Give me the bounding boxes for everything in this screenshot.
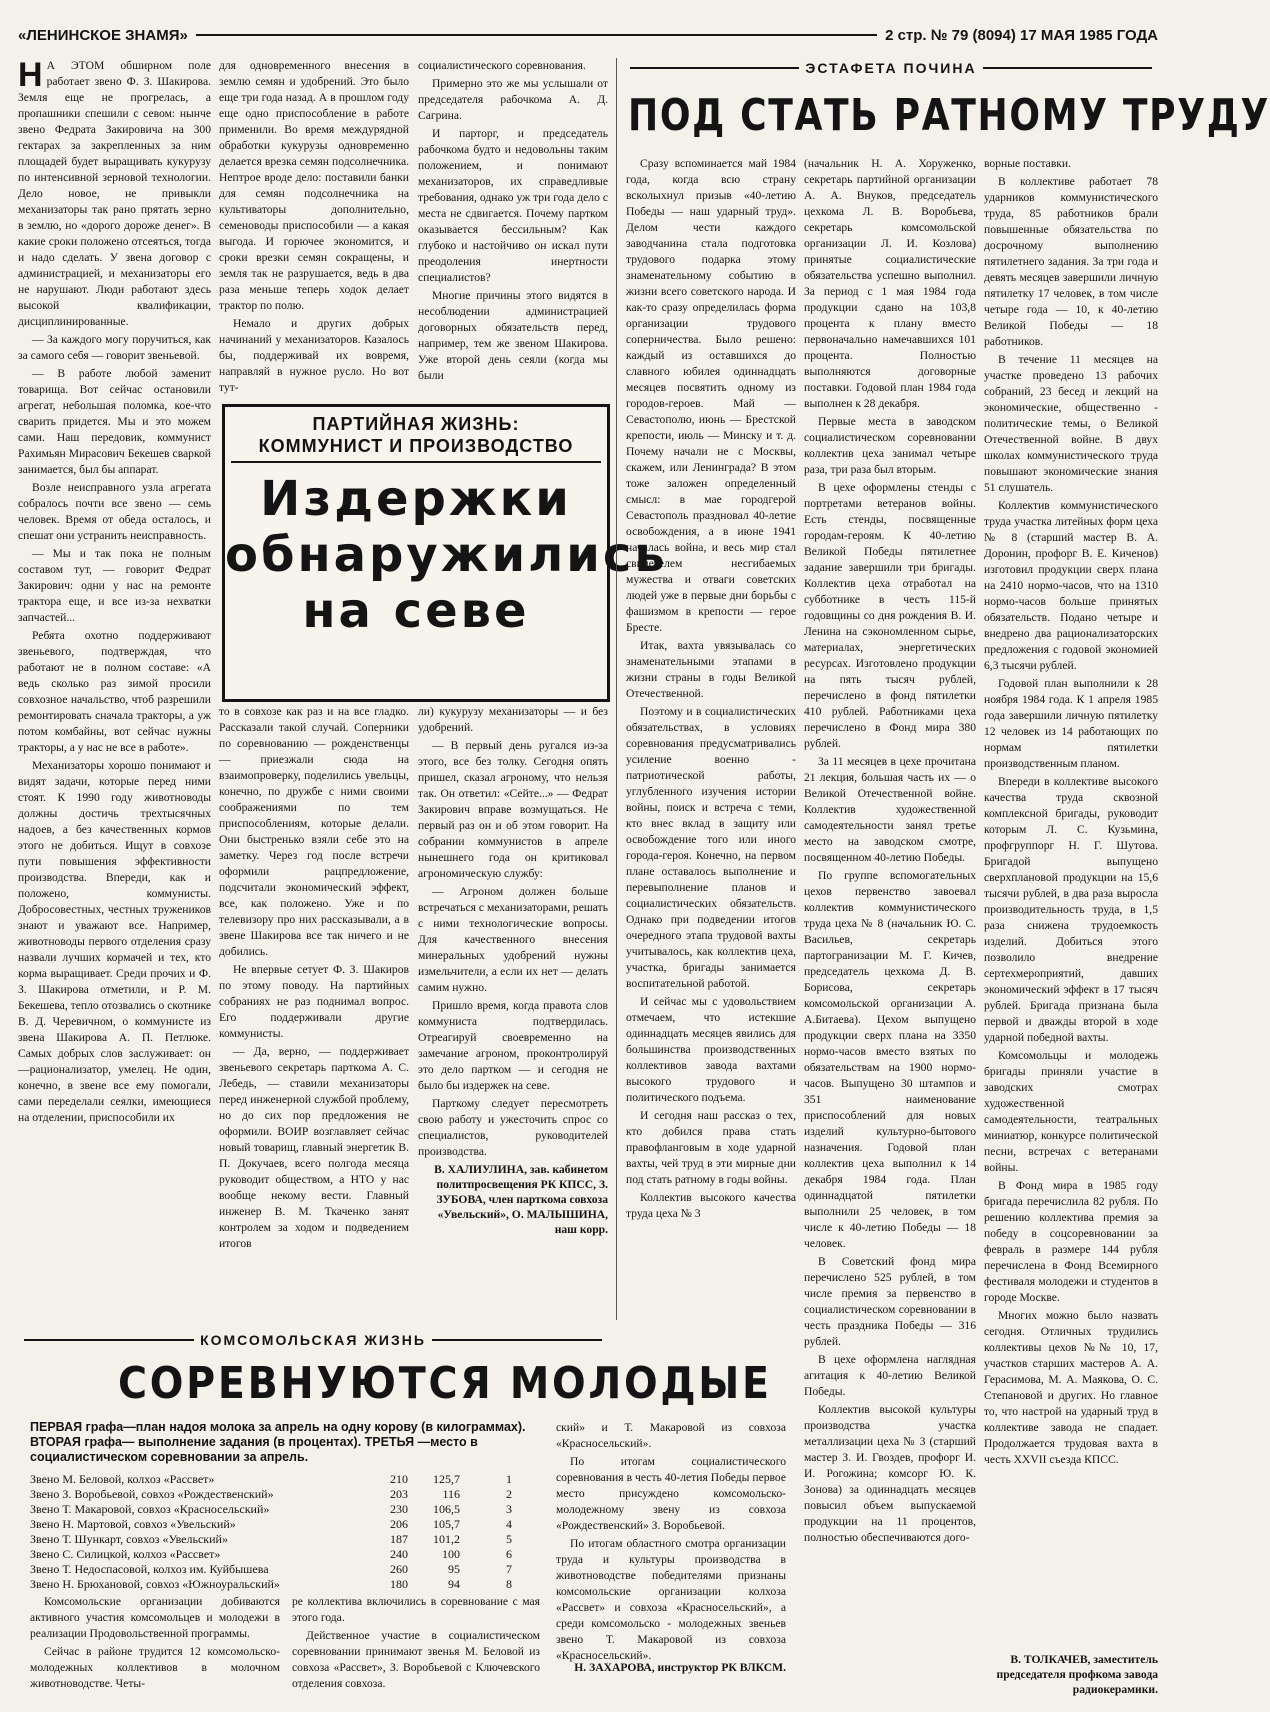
paragraph: И сейчас мы с удовольствием отмечаем, что истекшие одиннадцать месяцев явились для большинства производственных коллективов завода вахтами высокого трудового и политического подъема. — [626, 995, 796, 1104]
paragraph: В Фонд мира в 1985 году бригада перечислила 82 рубля. По решению коллектива премия за победу в соцсоревновании за февраль в размере 144 рубля перечислена в Фонд Всемирного фестиваля молодежи и студентов в городе Москве. — [984, 1179, 1158, 1304]
table-cell-name: Звено З. Воробьевой, совхоз «Рождественский» — [30, 1487, 274, 1501]
article1-column-2 — [219, 58, 409, 396]
paragraph: Примерно это же мы услышали от председателя рабочкома А. Д. Сагрина. — [418, 77, 608, 122]
table-cell-a: 180 — [390, 1577, 408, 1591]
table-cell-name: Звено Т. Шункарт, совхоз «Увельский» — [30, 1532, 228, 1546]
table-cell-a: 206 — [390, 1517, 408, 1531]
paragraph: (начальник Н. А. Хоруженко, секретарь партийной организации А. А. Внуков, председатель цехкома Л. В. Воробьева, секретарь комсомольской организации Л. И. Козлова) принятые социалистические обязательства успешно выполнил. За период с 1 мая 1984 года продукции сдано на 103,8 процента к плану вместо первоначально намечавшихся 101 процента. Полностью выполняются договорные поставки. Годовой план 1984 года выполнен к 28 декабря. — [804, 157, 976, 410]
paragraph: Многих можно было назвать сегодня. Отличных трудились коллективы цехов №№ 10, 17, участков старших мастеров А. А. Герасимова, М. А. Маякова, О. С. Степановой и других. Но главное то, что настрой на ударный труд в коллективе завода не спадает. Продолжается трудовая вахта в честь XXVII съезда КПСС. — [984, 1309, 1158, 1466]
paragraph: Не впервые сетует Ф. З. Шакиров по этому поводу. На партийных собраниях не раз поднимал вопрос. Его поддерживали другие коммунисты. — [219, 963, 409, 1040]
article1-column-3 — [418, 58, 608, 396]
paragraph: Действенное участие в социалистическом соревновании принимают звенья М. Беловой из совхоза «Рассвет», З. Воробьевой с Ключевского отделения совхоза. — [292, 1629, 540, 1690]
paragraph: — За каждого могу поручиться, как за самого себя — говорит звеньевой. — [18, 333, 211, 362]
paragraph: Сразу вспоминается май 1984 года, когда всю страну всколыхнул призыв «40-летию Победы — наш ударный труд». Делом чести каждого заводчанина стала подготовка трудового подарка этому знаменательному событию в жизни всего советского народа. И как-то сразу определилась форма организации трудового соперничества. Было решено: каждый из оставшихся до славного юбилея одиннадцать месяцев посвятить одному из городов-героев. Май — Севастополю, июнь — Брестской крепости, июль — Минску и т. д. Почему начали не с Москвы, скажем, или Ленинграда? В этом тоже заложен определенный смысл: в мае городгерой Севастополь праздновал 40-летие освобождения, а в июне 1941 началась война, и весь мир стал свидетелем несгибаемых мужества и отваги советских людей уже в первые дни борьбы с фашизмом в крепости — герое Бресте. — [626, 157, 796, 634]
table-cell-b: 100 — [442, 1547, 460, 1561]
paragraph: Впереди в коллективе высокого качества труда сквозной комплексной бригады, руководит которым Л. С. Кузьмина, профгруппорг Н. Г. Шутова. Бригадой выпущено сверхплановой продукции на 15,6 тысячи рублей, в два раза выросла производительность труда, в 1,5 раза снижена трудоемкость изделий. Добиться этого позволило внедрение сертехмероприятий, давших экономический эффект в 17 тысяч рублей. Бригада признана была первой и дважды второй в ходе ударной победной вахты. — [984, 775, 1158, 1044]
table-cell-name: Звено С. Силицкой, колхоз «Рассвет» — [30, 1547, 221, 1561]
article1-headline — [225, 471, 668, 639]
paragraph: Коллектив высокой культуры производства участка металлизации цеха № 3 (старший мастер З. И. Гвоздев, профорг И. И. Рогожина; комсорг Ю. К. Зонова) за одиннадцать месяцев повысил объем выпускаемой продукции на 11 процентов, полностью обеспечиваются дого- — [804, 1403, 976, 1544]
table-cell-c: 2 — [506, 1487, 512, 1501]
paragraph: Парткому следует пересмотреть свою работу и ужесточить спрос со специалистов, руководителей производства. — [418, 1097, 608, 1158]
paragraph: Комсомольцы и молодежь бригады приняли участие в заводских смотрах художественной самодеятельности, театральных миниатюр, конкурсе политической песни, встречах с ветеранами войны. — [984, 1049, 1158, 1174]
paragraph: Годовой план выполнили к 28 ноября 1984 года. К 1 апреля 1985 года завершили личную пятилетку 12 человек из 14 работающих по нормам пятилетки производственным планом. — [984, 677, 1158, 770]
dropcap: Н — [18, 56, 43, 94]
relay-column-3 — [984, 156, 1158, 1646]
youth-signature: Н. ЗАХАРОВА, инструктор РК ВЛКСМ. — [574, 1661, 786, 1674]
paragraph: — Мы и так пока не полным составом тут, — говорит Федрат Закирович: одни у нас на ремонте трактора еще, и все из-за нехватки запчастей... — [18, 547, 211, 624]
headline-line: на севе — [302, 583, 530, 639]
relay-column-2 — [804, 156, 976, 1686]
youth-headline: СОРЕВНУЮТСЯ МОЛОДЫЕ — [118, 1358, 772, 1409]
table-cell-b: 94 — [448, 1577, 460, 1591]
paragraph: По итогам областного смотра организации труда и культуры производства в животноводстве победителями признаны комсомольские организации колхоза «Рассвет» и совхоза «Красносельский», а среди комсомольско - молодежных звеньев звено Т. Макаровой из совхоза «Красносельский». — [556, 1537, 786, 1662]
article1-column-3b — [418, 704, 608, 1320]
table-cell-b: 106,5 — [433, 1502, 460, 1516]
table-row — [26, 1517, 516, 1532]
table-row — [26, 1577, 516, 1592]
competition-table — [26, 1472, 516, 1592]
table-cell-a: 187 — [390, 1532, 408, 1546]
paragraph: Поэтому и в социалистических обязательствах, в условиях соревнования предусматривались усиление военно - патриотической работы, углубленного изучения истории войны, поиск и встреча с теми, кто внес вклад в защиту или освобождение того или иного города-героя. Конечно, на первом плане оставалось выполнение и перевыполнение планов и социалистических обязательств. Однако при подведении итогов очередного этапа трудовой вахты учитывалось, как коллектив цеха, участка, бригады занимается воспитательной работой. — [626, 705, 796, 990]
table-cell-c: 7 — [506, 1562, 512, 1576]
table-row — [26, 1472, 516, 1487]
table-cell-b: 116 — [442, 1487, 460, 1501]
column-rule — [616, 58, 617, 1320]
paragraph: По группе вспомогательных цехов первенство завоевал коллектив коммунистического труда цеха № 8 (начальник Ю. С. Васильев, секретарь партогранизации М. Г. Кичев, председатель цехкома Д. В. Борисова, секретарь комсомольской организации А. А.Битаева). Цехом выпущено продукции сверх плана на 3350 нормо-часов вместо взятых по обязательствам на 1900 нормо-часов. Выпущено 30 штампов и 351 наименование приспособлений для новых изделий культурно-бытового назначения. Годовой план коллектив цеха выполнил к 14 декабря 1984 года. План одиннадцатой пятилетки выполнили 25 человек, в том числе к 40-летию Победы — 18 человек. — [804, 869, 976, 1250]
table-row — [26, 1502, 516, 1517]
rubric-label: КОМСОМОЛЬСКАЯ ЖИЗНЬ — [200, 1332, 426, 1348]
paragraph: Пришло время, когда правота слов коммуниста подтвердилась. Отреагируй своевременно на замечание агроном, проконтролируй это дело партком — и сегодня не было бы издержек на севе. — [418, 999, 608, 1092]
article1-column-2b — [219, 704, 409, 1320]
paragraph: Немало и других добрых начинаний у механизаторов. Казалось бы, поддерживай их вовремя, направляй в нужное русло. Но вот тут- — [219, 317, 409, 394]
table-cell-c: 1 — [506, 1472, 512, 1486]
youth-intro: ПЕРВАЯ графа—план надоя молока за апрель на одну корову (в килограммах). ВТОРАЯ графа— выполнение задания (в процентах). ТРЕТЬЯ —место в социалистическом соревновании за апрель. — [30, 1420, 526, 1464]
table-cell-c: 6 — [506, 1547, 512, 1561]
table-cell-a: 240 — [390, 1547, 408, 1561]
headline-line: Издержки — [260, 471, 572, 527]
table-row — [26, 1547, 516, 1562]
rubric-rule — [983, 67, 1152, 69]
relay-headline: ПОД СТАТЬ РАТНОМУ ТРУДУ — [628, 90, 1270, 141]
rubric-rule — [24, 1339, 194, 1341]
paragraph: социалистического соревнования. — [418, 59, 586, 72]
headline-line: обнаружились — [225, 527, 668, 583]
masthead-rule — [196, 34, 877, 36]
table-cell-a: 230 — [390, 1502, 408, 1516]
paragraph: ворные поставки. — [984, 157, 1072, 170]
paragraph: Ребята охотно поддерживают звеньевого, подтверждая, что работают не в полном составе: «А ведь сколько раз зимой просили совхозное начальство, чтоб разрешили ремонтировать сначала тракторы, а уж потом комбайны, вот сейчас нужны тракторы, а у нас не все в работе». — [18, 629, 211, 754]
paragraph: По итогам социалистического соревнования в честь 40-летия Победы первое место присуждено комсомольско-молодежному звену из совхоза «Рождественский» З. Воробьевой. — [556, 1455, 786, 1532]
table-cell-a: 203 — [390, 1487, 408, 1501]
paragraph: Сейчас в районе трудится 12 комсомольско-молодежных коллективов в молочном животноводстве. Четы- — [30, 1645, 280, 1690]
paragraph: Коллектив коммунистического труда участка литейных форм цеха № 8 (старший мастер В. А. Доронин, профорг В. Е. Киченов) изготовил продукции сверх плана на 2410 нормо-часов, что на 1310 нормо-часов больше принятых обязательств. Подано четыре и внедрено два рационализаторских предложения с годовой экономией 6,3 тысячи рублей. — [984, 499, 1158, 672]
paragraph: Итак, вахта увязывалась со знаменательными этапами в жизни страны в годы Великой Отечественной. — [626, 639, 796, 700]
table-cell-name: Звено Т. Недоспасовой, колхоз им. Куйбышева — [30, 1562, 269, 1576]
table-cell-name: Звено Н. Мартовой, совхоз «Увельский» — [30, 1517, 236, 1531]
paragraph: За 11 месяцев в цехе прочитана 21 лекция, большая часть их — о Великой Отечественной войне. Коллектив художественной самодеятельности занял третье место на заводском смотре, посвященном 40-летию Победы. — [804, 755, 976, 864]
masthead — [18, 22, 1158, 48]
paragraph: Коллектив высокого качества труда цеха № 3 — [626, 1191, 796, 1220]
paragraph: И сегодня наш рассказ о тех, кто добился права стать правофланговым в ходе ударной вахты, чей труд в эти мирные дни под стать ратному в годы войны. — [626, 1109, 796, 1186]
rubric-line: ПАРТИЙНАЯ ЖИЗНЬ: — [312, 414, 520, 434]
paragraph: А ЭТОМ обширном поле работает звено Ф. З. Шакирова. Земля еще не прогрелась, а пропашники спешили с севом: нынче звено Федрата Закировича на 300 гектарах за закрепленных за ним площадей будет выращивать кукурузу по интенсивной зерновой технологии. Дело новое, не привыкли механизаторы так рано прятать зерно в землю, но «дорого дороже денег». В какие сроки положено отсеяться, тогда и надо сделать. У звена договор с администрацией, и механизаторы его не нарушают. Люди работают здесь высокой квалификации, дисциплинированные. — [18, 59, 211, 328]
paragraph: ре коллектива включились в соревнование с мая этого года. — [292, 1595, 540, 1624]
rubric-rule — [432, 1339, 602, 1341]
table-cell-c: 8 — [506, 1577, 512, 1591]
paragraph: Многие причины этого видятся в несоблюдении администрацией договорных обязательств перед, например, тем же звеном Шакирова. Уже второй день сеяли (когда мы были — [418, 289, 608, 382]
headline-box — [222, 404, 668, 702]
table-cell-c: 3 — [506, 1502, 512, 1516]
article1-column-1 — [18, 58, 211, 1320]
paragraph: Комсомольские организации добиваются активного участия комсомольцев и молодежи в реализации Продовольственной программы. — [30, 1595, 280, 1640]
rubric-relay — [624, 58, 1158, 78]
paragraph: Механизаторы хорошо понимают и видят задачи, которые перед ними стоят. К 1990 году животноводы должны достичь трехтысячных надоев, а без качественных кормов этого не добиться. Ищут в совхозе пути повышения эффективности производства. Впереди, как и положено, коммунисты. Добросовестных, честных тружеников знают и уважают все. Например, животноводы первого отделения сразу назвали лучших кормачей и тех, кто корма выращивает. Среди прочих и Ф. З. Шакирова отметили, и Р. М. Бекешева, тепло отозвались о скотнике В. Д. Черевичном, о коммунисте из звена Шакирова А. П. Петлюке. Самых добрых слов заслуживает: он —рационализатор, умелец. Не один, конечно, в звене все ему помогали, сами переделали сеялки, имеющиеся на отделении, приспособили их — [18, 759, 211, 1124]
table-cell-a: 210 — [390, 1472, 408, 1486]
paragraph: для одновременного внесения в землю семян и удобрений. Это было еще три года назад. А в прошлом году еще одно приспособление в работе применили. Во время междурядной обработки кукурузы одновременно делается врезка семян подсолнечника. Нептрое вроде дело: поставили банки для семян подсолнечника на культиваторы дополнительно, семеноводы приспособили — а какая выгода. И горючее экономится, и сроки врезки семян сокращены, и земля так не разрушается, ведь в два раза меньше теперь ходок делает трактор по полю. — [219, 59, 409, 312]
relay-signature: В. ТОЛКАЧЕВ, заместитель председателя профкома завода радиокерамики. — [996, 1653, 1158, 1696]
table-cell-b: 125,7 — [433, 1472, 460, 1486]
paragraph: ский» и Т. Макаровой из совхоза «Красносельский». — [556, 1421, 786, 1450]
article1-signature: В. ХАЛИУЛИНА, зав. кабинетом политпросвещения РК КПСС, З. ЗУБОВА, член парткома совхоза «Увельский», О. МАЛЫШИНА, наш корр. — [434, 1163, 608, 1236]
youth-column-1 — [30, 1594, 280, 1704]
table-row — [26, 1532, 516, 1547]
rubric-line: КОММУНИСТ И ПРОИЗВОДСТВО — [258, 436, 574, 456]
newspaper-name: «ЛЕНИНСКОЕ ЗНАМЯ» — [18, 26, 188, 44]
table-cell-b: 95 — [448, 1562, 460, 1576]
paragraph: И парторг, и председатель рабочкома будто и недовольны таким положением, и понимают механизаторов, их справедливые требования, однако уж три года дело с места не сдвигается. Почему партком оказывается бессильным? Как глубоко и настойчиво он искал пути преодоления инертности специалистов? — [418, 127, 608, 284]
table-cell-a: 260 — [390, 1562, 408, 1576]
paragraph: — В первый день ругался из-за этого, все без толку. Сегодня опять пришел, сказал агроному, что нельзя так. Он ответил: «Сейте...» — Федрат Закирович вправе возмущаться. Не первый раз он и об этом говорит. На собрании коммунистов в апреле нынешнего года он критиковал агрономическую службу: — [418, 739, 608, 880]
paragraph: Первые места в заводском социалистическом соревновании коллектив цеха занимал четыре раза, три раза был вторым. — [804, 415, 976, 476]
table-cell-name: Звено Т. Макаровой, совхоз «Красносельский» — [30, 1502, 270, 1516]
paragraph: — Агроном должен больше встречаться с механизаторами, решать с ними технологические вопросы. Для качественного внесения минеральных удобрений нужны измельчители, а если их нет — делать самим нужно. — [418, 885, 608, 994]
paragraph: В коллективе работает 78 ударников коммунистического труда, 85 работников брали повышенные обязательства по досрочному выполнению пятилетнего задания. За три года и девять месяцев завершили личную пятилетку 17 человек, в том числе четыре года — 10, к 40-летию Великой Победы — 18 работников. — [984, 175, 1158, 348]
table-row — [26, 1562, 516, 1577]
table-cell-c: 5 — [506, 1532, 512, 1546]
table-cell-b: 105,7 — [433, 1517, 460, 1531]
rubric-rule — [630, 67, 799, 69]
table-cell-b: 101,2 — [433, 1532, 460, 1546]
paragraph: В Советский фонд мира перечислено 525 рублей, в том числе премия за первенство в социалистическом соревновании в честь праздника Победы — 316 рублей. — [804, 1255, 976, 1348]
table-cell-name: Звено Н. Брюхановой, совхоз «Южноуральский» — [30, 1577, 280, 1591]
paragraph: В цехе оформлена наглядная агитация к 40-летию Великой Победы. — [804, 1353, 976, 1398]
issue-info: 2 стр. № 79 (8094) 17 МАЯ 1985 ГОДА — [885, 26, 1158, 44]
youth-column-2 — [292, 1594, 540, 1704]
paragraph: — В работе любой заменит товарища. Вот сейчас остановили агрегат, небольшая поломка, кое-что сварить придется. Мы и это можем сами. Наш передовик, коммунист Рахимьян Мирасович Бекешев сваркой занимается, был бы аппарат. — [18, 367, 211, 476]
paragraph: — Да, верно, — поддерживает звеньевого секретарь парткома А. С. Лебедь, — ставили механизаторы перед инженерной службой проблему, но до сих пор предложения не оформили. ВОИР возглавляет сейчас новый товарищ, главный энергетик В. П. Докучаев, всего полгода месяца руководит обществом, а НТО у нас вообще некому вести. Главный инженер В. М. Ткаченко занят контролем за ходом и подведением итогов — [219, 1045, 409, 1250]
youth-column-3 — [556, 1420, 786, 1662]
table-cell-name: Звено М. Беловой, колхоз «Рассвет» — [30, 1472, 215, 1486]
paragraph: ли) кукурузу механизаторы — и без удобрений. — [418, 705, 608, 734]
paragraph: Возле неисправного узла агрегата собралось почти все звено — семь человек. Время от обеда осталось, и спешат они устранить неисправность. — [18, 481, 211, 542]
paragraph: то в совхозе как раз и на все гладко. Рассказали такой случай. Соперники по соревнованию — рожденственцы — приезжали сюда на взаимопроверку, поделились увельцы, конечно, по дружбе с ними своими соображениями по тем приспособлениям, которые делали. Они быстренько взяли себе это на заметку. Через год после встречи оформили рацпредложение, подсчитали экономический эффект, все, как положено. Уже и по телевизору про них рассказывали, а в звене Шакирова все так ничего и не добились. — [219, 705, 409, 958]
rubric-label: ЭСТАФЕТА ПОЧИНА — [805, 60, 977, 76]
rubric-youth — [18, 1330, 608, 1350]
table-cell-c: 4 — [506, 1517, 512, 1531]
rubric-party-life — [231, 413, 601, 463]
paragraph: В цехе оформлены стенды с портретами ветеранов войны. Есть стенды, посвященные городам-героям. К 40-летию Великой Победы пятилетнее задание завершили три бригады. Коллектив цеха отработал на субботнике в честь 115-й годовщины со дня рождения В. И. Ленина на сэкономленном сырье, материалах, энергетических ресурсах. Изготовлено продукции на пять тысяч рублей, перечислено в фонд пятилетки 410 рублей. Работниками цеха перечислено в Фонд мира 380 рублей. — [804, 481, 976, 750]
paragraph: В течение 11 месяцев на участке проведено 13 рабочих собраний, 23 бесед и лекций на экономические, общественно - политические темы, о Великой Отечественной войне. В двух школах коммунистического труда повышают экономические знания 51 слушатель. — [984, 353, 1158, 494]
table-row — [26, 1487, 516, 1502]
